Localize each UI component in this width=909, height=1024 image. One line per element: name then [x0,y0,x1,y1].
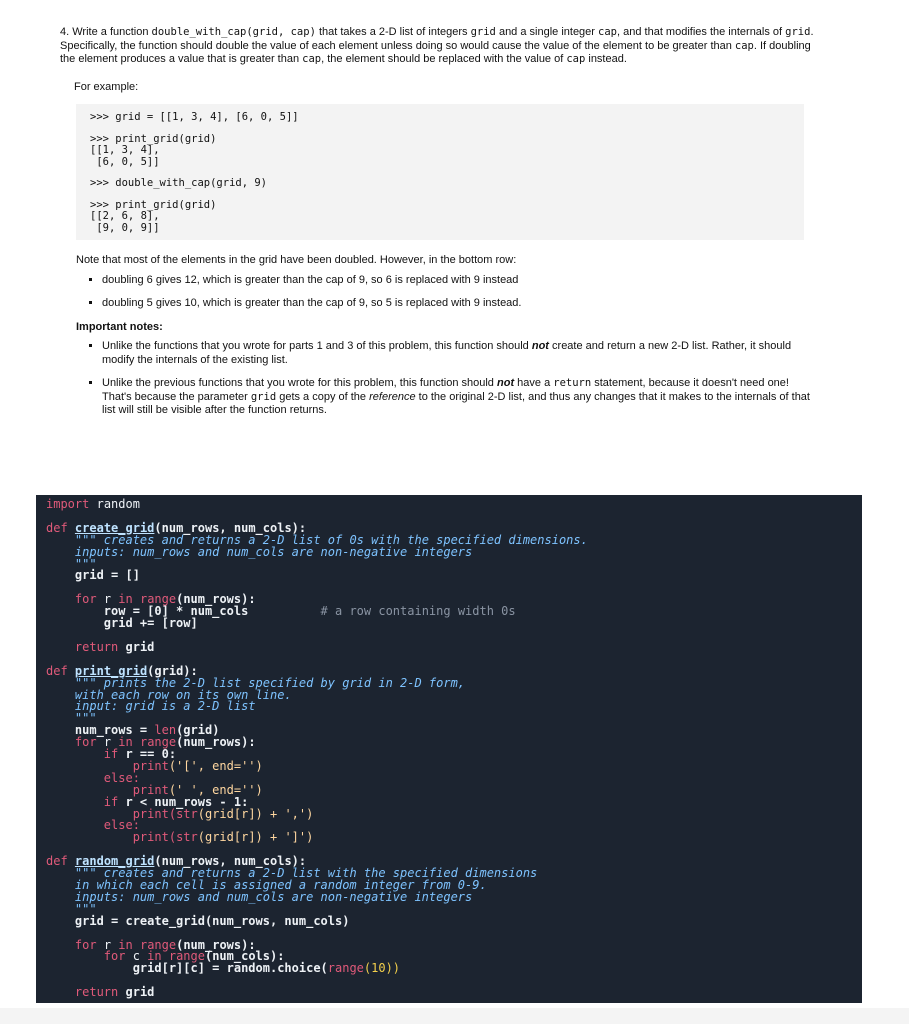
note-bullet: ▪ doubling 5 gives 10, which is greater than the cap of 9, so 5 is replaced with 9 instead. [102,297,820,311]
example-line: >>> print_grid(grid) [[1, 3, 4], [6, 0, 5]] [90,132,217,168]
code-panel: import random def create_grid(num_rows, num_cols): """ creates and returns a 2-D list of 0s with the specified dimensions. inputs: num_rows and num_cols are non-negative integers """ grid = [] for r in range(num_rows): row = [0] * num_cols # a row containing width 0s grid += [row] return grid def print_grid(grid): """ prints the 2-D list specified by grid in 2-D form, with each row on its own line. input: grid is a 2-D list """ num_rows = len(grid) for r in range(num_rows): if r == 0: print('[', end='') else: print(' ', end='') if r < num_rows - 1: print(str(grid[r]) + ',') else: print(str(grid[r]) + ']') def random_grid(num_rows, num_cols): """ creates and returns a 2-D list with the specified dimensions in which each cell is assigned a random integer from 0-9. inputs: num_rows and num_cols are non-negative integers """ grid = create_grid(num_rows, num_cols) for r in range(num_rows): for c in range(num_cols): grid[r][c] = random.choice(range(10)) return grid [36,495,862,1003]
important-bullet: ▪ Unlike the previous functions that you wrote for this problem, this function should not have a return statement, because it doesn't need one! That's because the parameter grid gets a copy of the reference to the original 2-D list, and thus any changes that it makes to the internals of that list will still be visible after the function returns. [102,377,820,418]
example-line: >>> grid = [[1, 3, 4], [6, 0, 5]] [90,111,299,123]
question-number: 4. [60,26,70,38]
bottom-bar [0,1008,909,1024]
note-list [60,274,820,311]
important-bullet: ▪ Unlike the functions that you wrote for parts 1 and 3 of this problem, this function should not create and return a new 2-D list. Rather, it should modify the internals of the existing list. [102,340,820,367]
important-list [60,340,820,418]
question-paragraph: 4. Write a function double_with_cap(grid, cap) that takes a 2-D list of integers grid and a single integer cap, and that modifies the internals of grid. Specifically, the function should double the value of each element unless doing so would cause the value of the element to be greater than cap. If doubling the element produces a value that is greater than cap, the element should be replaced with the value of cap instead. [60,26,814,65]
example-line: >>> double_with_cap(grid, 9) [90,177,268,189]
note-bullet: ▪ doubling 6 gives 12, which is greater than the cap of 9, so 6 is replaced with 9 instead [102,274,820,288]
for-example-label: For example: [74,80,139,93]
example-line: >>> print_grid(grid) [[2, 6, 8], [9, 0, 9]] [90,198,217,234]
problem-text [60,26,820,428]
example-code-box [76,104,804,240]
note-intro: Note that most of the elements in the grid have been doubled. However, in the bottom row: [76,254,517,266]
important-heading: Important notes: [76,320,163,333]
